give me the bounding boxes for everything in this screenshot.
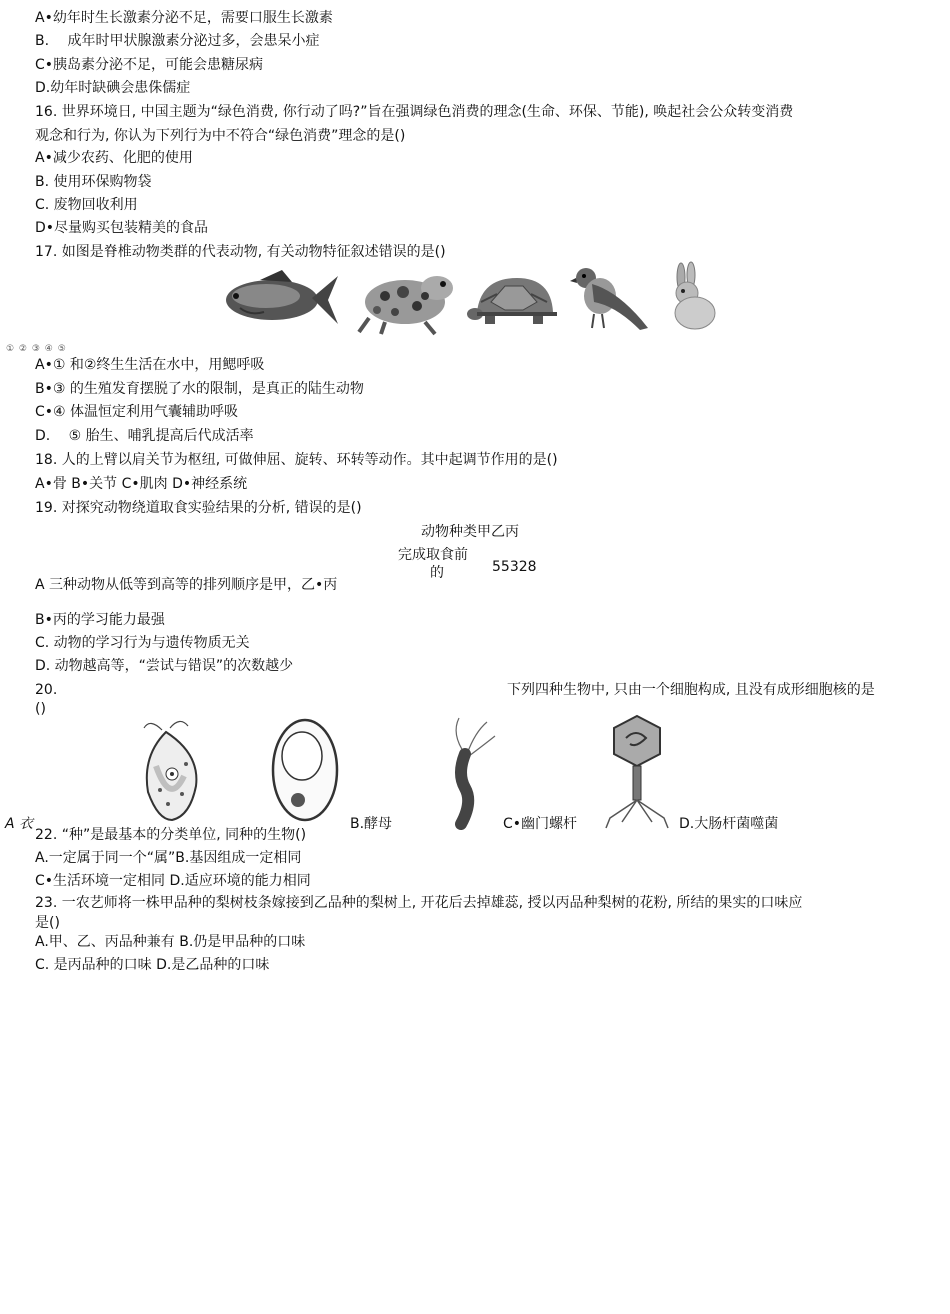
q19-table-row-label-1: 完成取食前 bbox=[398, 547, 468, 563]
q18-options: A•骨 B•关节 C•肌肉 D•神经系统 bbox=[35, 476, 248, 492]
q16-option-b: B. 使用环保购物袋 bbox=[35, 174, 152, 190]
frog-image bbox=[355, 266, 460, 336]
q20-caption-b: B.酵母 bbox=[350, 816, 393, 832]
q16-option-d: D•尽量购买包装精美的食品 bbox=[35, 220, 209, 236]
q19-stem: 19. 对探究动物绕道取食实验结果的分析, 错误的是() bbox=[35, 500, 362, 516]
bacteriophage-image bbox=[600, 714, 675, 829]
q19-option-b: B•丙的学习能力最强 bbox=[35, 612, 165, 628]
chlamydomonas-image bbox=[140, 716, 205, 824]
q19-table-header: 动物种类甲乙丙 bbox=[421, 524, 519, 540]
q16-option-c: C. 废物回收利用 bbox=[35, 197, 138, 213]
q17-option-a: A•① 和②终生生活在水中，用鳃呼吸 bbox=[35, 357, 265, 373]
q23-stem-line2: 是() bbox=[35, 915, 60, 931]
yeast-image bbox=[268, 716, 343, 824]
q20-caption-a: A 衣 bbox=[5, 816, 34, 832]
q22-option-ab: A.一定属于同一个“属”B.基因组成一定相同 bbox=[35, 850, 302, 866]
q19-option-c: C. 动物的学习行为与遗传物质无关 bbox=[35, 635, 250, 651]
rabbit-image bbox=[665, 263, 720, 331]
q20-stem: 下列四种生物中, 只由一个细胞构成, 且没有成形细胞核的是 bbox=[507, 682, 875, 698]
q16-stem-line1: 16. 世界环境日, 中国主题为“绿色消费, 你行动了吗?”旨在强调绿色消费的理念(生命、环保、节能), 唤起社会公众转变消费 bbox=[35, 104, 794, 120]
q17-image-labels: ① ② ③ ④ ⑤ bbox=[6, 344, 67, 354]
q15-option-a: A•幼年时生长激素分泌不足，需要口服生长激素 bbox=[35, 10, 333, 26]
q17-option-d: D. ⑤ 胎生、哺乳提高后代成活率 bbox=[35, 428, 254, 444]
q17-option-b: B•③ 的生殖发育摆脱了水的限制，是真正的陆生动物 bbox=[35, 381, 364, 397]
q15-option-b: B. 成年时甲状腺激素分泌过多，会患呆小症 bbox=[35, 33, 320, 49]
q15-option-c: C•胰岛素分泌不足，可能会患糖尿病 bbox=[35, 57, 264, 73]
q23-option-cd: C. 是丙品种的口味 D.是乙品种的口味 bbox=[35, 957, 270, 973]
bird-image bbox=[570, 262, 655, 334]
q19-option-a: A 三种动物从低等到高等的排列顺序是甲，乙•丙 bbox=[35, 577, 338, 593]
q16-stem-line2: 观念和行为, 你认为下列行为中不符合“绿色消费”理念的是() bbox=[35, 128, 406, 144]
q17-stem: 17. 如图是脊椎动物类群的代表动物, 有关动物特征叙述错误的是() bbox=[35, 244, 446, 260]
q20-paren: () bbox=[35, 701, 46, 717]
q20-number: 20. bbox=[35, 682, 58, 698]
q22-option-cd: C•生活环境一定相同 D.适应环境的能力相同 bbox=[35, 873, 311, 889]
fish-image bbox=[220, 268, 340, 330]
turtle-image bbox=[467, 272, 562, 332]
q17-option-c: C•④ 体温恒定利用气囊辅助呼吸 bbox=[35, 404, 239, 420]
q18-stem: 18. 人的上臂以肩关节为枢纽, 可做伸屈、旋转、环转等动作。其中起调节作用的是() bbox=[35, 452, 558, 468]
q20-caption-d: D.大肠杆菌噬菌 bbox=[679, 816, 779, 832]
q23-stem-line1: 23. 一农艺师将一株甲品种的梨树枝条嫁接到乙品种的梨树上, 开花后去掉雄蕊, 授以丙品种梨树的花粉, 所结的果实的口味应 bbox=[35, 895, 803, 911]
q23-option-ab: A.甲、乙、丙品种兼有 B.仍是甲品种的口味 bbox=[35, 934, 306, 950]
q19-table-values: 55328 bbox=[492, 559, 537, 572]
q16-option-a: A•减少农药、化肥的使用 bbox=[35, 150, 193, 166]
q19-table-row-label-2: 的 bbox=[430, 565, 444, 581]
helicobacter-image bbox=[435, 714, 500, 829]
q19-option-d: D. 动物越高等，“尝试与错误”的次数越少 bbox=[35, 658, 294, 674]
q22-stem: 22. “种”是最基本的分类单位, 同种的生物() bbox=[35, 827, 307, 843]
q15-option-d: D.幼年时缺碘会患侏儒症 bbox=[35, 80, 191, 96]
q20-caption-c: C•幽门螺杆 bbox=[503, 816, 578, 832]
